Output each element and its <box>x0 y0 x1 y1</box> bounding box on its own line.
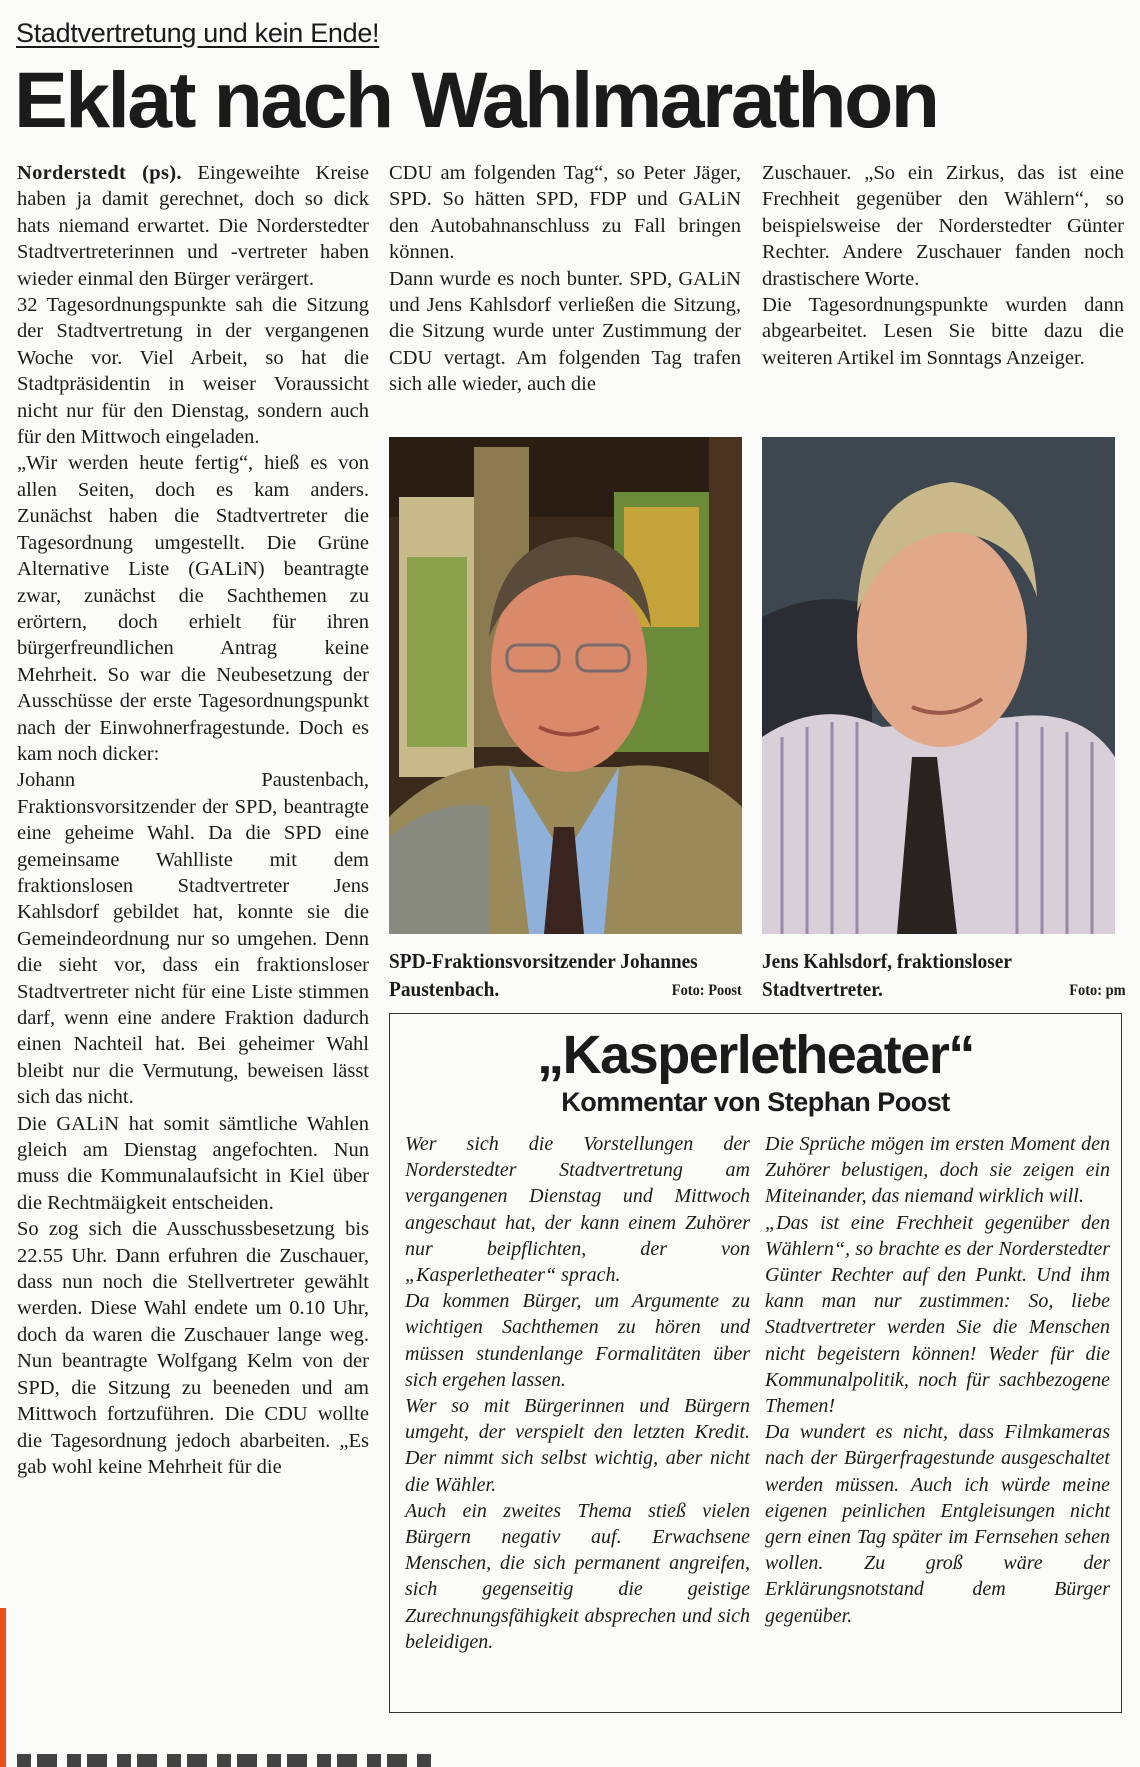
paragraph: „Wir werden heute fertig“, hieß es von allen Seiten, doch es kam anders. Zunächst haben die Stadtvertreter die Tagesordnung umgestellt. Die Grüne Alternative Liste (GALiN) beantragte zwar, zunächst die Sachthemen zu erörtern, doch erhielt für ihren bürgerfreundlichen Antrag keine Mehrheit. So war die Neubesetzung der Ausschüsse der erste Tagesordnungspunkt nach der Einwohnerfragestunde. Doch es kam noch dicker: <box>17 452 369 765</box>
paragraph: Die GALiN hat somit sämtliche Wahlen gleich am Dienstag angefochten. Nun muss die Kommunalaufsicht in Kiel über die Rechtmäigkeit entscheiden. <box>17 1112 369 1214</box>
photo-kahlsdorf <box>762 437 1115 934</box>
paragraph: Wer so mit Bürgerinnen und Bürgern umgeht, der verspielt den letzten Kredit. Der nimmt sich selbst wichtig, aber nicht die Wähler. <box>405 1395 750 1496</box>
commentary-title: „Kasperletheater“ <box>537 1025 974 1085</box>
paragraph: So zog sich die Ausschussbesetzung bis 22.55 Uhr. Dann erfuhren die Zuschauer, dass nun noch die Stellvertreter gewählt werden. Diese Wahl endete um 0.10 Uhr, doch da waren die Zuschauer lange weg. Nun beantragte Wolfgang Kelm von der SPD, die Sitzung zu beeneden und am Mittwoch fortzuführen. Die CDU wollte die Tagesordnung jedoch abarbeiten. „Es gab wohl keine Mehrheit für die <box>17 1218 369 1478</box>
photo-caption-kahlsdorf <box>762 947 1126 1005</box>
article-kicker: Stadtvertretung und kein Ende! <box>16 18 380 48</box>
paragraph: Da kommen Bürger, um Argumente zu wichtigen Sachthemen zu hören und müssen stundenlange Formalitäten über sich ergehen lassen. <box>405 1290 750 1391</box>
paragraph: Auch ein zweites Thema stieß vielen Bürgern negativ auf. Erwachsene Menschen, die sich permanent angreifen, sich gegenseitig die geistige Zurechnungsfähigkeit absprechen und sich beleidigen. <box>405 1499 750 1653</box>
paragraph: Da wundert es nicht, dass Filmkameras nach der Bürgerfragestunde ausgeschaltet werden müssen. Auch ich würde meine eigenen peinlichen Entgleisungen nicht gern einen Tag später im Fernsehen sehen wollen. Zu groß wäre der Erklärungsnotstand dem Bürger gegenüber. <box>765 1421 1110 1627</box>
paragraph: Wer sich die Vorstellungen der Norderstedter Stadtvertretung am vergangenen Dienstag und Mittwoch angeschaut hat, der kann einem Zuhörer nur beipflichten, der von „Kasperletheater“ sprach. <box>405 1133 750 1287</box>
accent-bar <box>0 1608 6 1767</box>
photo-caption-paustenbach <box>389 947 742 1005</box>
cut-off-headline-fragment <box>17 1754 437 1767</box>
paragraph: Die Sprüche mögen im ersten Moment den Zuhörer belustigen, doch sie zeigen ein Miteinander, das niemand wirklich will. <box>765 1133 1110 1208</box>
photo-credit: Foto: Poost <box>671 982 742 999</box>
paragraph: Zuschauer. „So ein Zirkus, das ist eine Frechheit gegenüber den Wählern“, so beispielsweise der Norderstedter Günter Rechter. Andere Zuschauer fanden noch drastischere Worte. <box>762 162 1124 290</box>
article-column-3 <box>762 160 1124 371</box>
commentary-byline: Kommentar von Stephan Poost <box>561 1087 950 1117</box>
photo-paustenbach <box>389 437 742 934</box>
dateline: Norderstedt (ps). <box>17 162 182 184</box>
paragraph: 32 Tagesordnungspunkte sah die Sitzung der Stadtvertretung in der vergangenen Woche vor. Viel Arbeit, so hat die Stadtpräsidentin in weiser Voraussicht nicht nur für den Dienstag, sondern auch für den Mittwoch eingeladen. <box>17 294 369 449</box>
caption-text: Jens Kahlsdorf, fraktionsloser Stadtvertreter. <box>762 949 1012 1001</box>
commentary-box <box>389 1013 1122 1713</box>
caption-text: SPD-Fraktionsvorsitzender Johannes Paustenbach. <box>389 949 698 1001</box>
paragraph: Dann wurde es noch bunter. SPD, GALiN und Jens Kahlsdorf verließen die Sitzung, die Sitzung wurde unter Zustimmung der CDU vertagt. Am folgenden Tag trafen sich alle wieder, auch die <box>389 267 741 396</box>
paragraph: Die Tagesordnungspunkte wurden dann abgearbeitet. Lesen Sie bitte dazu die weiteren Artikel im Sonntags Anzeiger. <box>762 294 1124 369</box>
commentary-column-1 <box>405 1131 750 1655</box>
paragraph: Johann Paustenbach, Fraktionsvorsitzender der SPD, beantragte eine geheime Wahl. Da die SPD eine gemeinsame Wahlliste mit dem fraktionslosen Stadtvertreter Jens Kahlsdorf gebildet hat, konnte sie die Gemeindeordnung nur so umgehen. Denn die sieht vor, dass ein fraktionsloser Stadtvertreter nicht für eine Liste stimmen darf, wenn eine andere Fraktion dadurch einen Nachteil hat. Bei geheimer Wahl bleibt nur die Vermutung, beweisen lässt sich das nicht. <box>17 769 369 1109</box>
article-headline: Eklat nach Wahlmarathon <box>14 55 938 144</box>
commentary-column-2 <box>765 1131 1110 1629</box>
paragraph: CDU am folgenden Tag“, so Peter Jäger, SPD. So hätten SPD, FDP und GALiN den Autobahnanschluss zu Fall bringen können. <box>389 162 741 264</box>
article-column-2 <box>389 160 741 398</box>
article-column-1 <box>17 160 369 1480</box>
paragraph: „Das ist eine Frechheit gegenüber den Wählern“, so brachte es der Norderstedter Günter Rechter auf den Punkt. Und ihm kann man nur zustimmen: So, liebe Stadtvertreter werden Sie die Menschen nicht begeistern können! Weder für die Kommunalpolitik, noch für sachbezogene Themen! <box>765 1211 1110 1418</box>
photo-credit: Foto: pm <box>1069 982 1126 999</box>
paragraph: Norderstedt (ps). Eingeweihte Kreise haben ja damit gerechnet, doch so dick hats niemand erwartet. Die Norderstedter Stadtvertreterinnen und -vertreter haben wieder einmal den Bürger verärgert. <box>17 162 370 290</box>
